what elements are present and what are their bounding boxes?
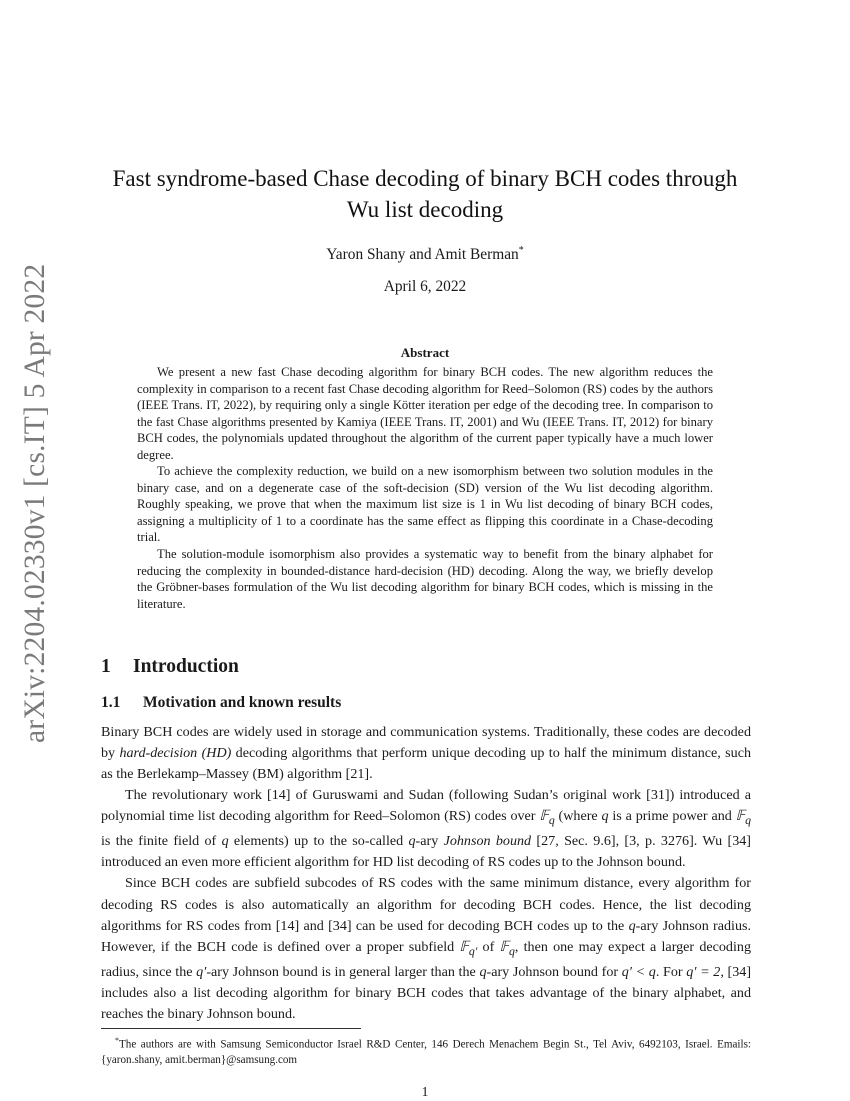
- arxiv-identifier-stamp: arXiv:2204.02330v1 [cs.IT] 5 Apr 2022: [19, 263, 51, 743]
- author-names: Yaron Shany and Amit Berman: [326, 246, 519, 264]
- abstract-paragraph: The solution-module isomorphism also provides a systematic way to benefit from the binary alphabet for reducing the complexity in bounded-distance hard-decision (HD) decoding. Along the way, we briefly develop the Gröbner-bases formulation of the Wu list decoding algorithm for binary BCH codes, which is missing in the literature.: [137, 547, 713, 611]
- section-number: 1: [101, 656, 111, 677]
- page-number: 1: [421, 1085, 429, 1100]
- subsection-title: Motivation and known results: [143, 694, 342, 711]
- section-title: Introduction: [133, 656, 239, 677]
- publication-date: April 6, 2022: [383, 278, 467, 295]
- section-heading-introduction: [101, 656, 239, 678]
- abstract-paragraph: To achieve the complexity reduction, we build on a new isomorphism between two solution modules in the binary case, and on a degenerate case of the soft-decision (SD) version of the Wu list decoding algorithm. Roughly speaking, we prove that when the maximum list size is 1 in Wu list decoding of binary BCH codes, assigning a multiplicity of 1 to a coordinate has the same effect as flipping this coordinate in a Chase-decoding trial.: [137, 464, 713, 545]
- body-text: [101, 722, 751, 1025]
- footnote: [101, 1033, 751, 1069]
- author-line: [100, 245, 750, 264]
- body-paragraph: Binary BCH codes are widely used in storage and communication systems. Traditionally, these codes are decoded by hard-decision (HD) decoding algorithms that perform unique decoding up to half the minimum distance, such as the Berlekamp–Massey (BM) algorithm [21].: [101, 724, 752, 783]
- abstract-paragraph: We present a new fast Chase decoding algorithm for binary BCH codes. The new algorithm reduces the complexity in comparison to a recent fast Chase decoding algorithm for Reed–Solomon (RS) codes by the authors (IEEE Trans. IT, 2022), by requiring only a single Kötter iteration per edge of the decoding tree. In comparison to the fast Chase algorithms presented by Kamiya (IEEE Trans. IT, 2001) and Wu (IEEE Trans. IT, 2012) for binary BCH codes, the polynomials updated throughout the algorithm of the current paper typically have a much lower degree.: [137, 365, 713, 462]
- footnote-mark: *: [115, 1036, 119, 1045]
- abstract-body: [137, 364, 713, 612]
- subsection-heading-motivation: [101, 694, 341, 712]
- footnote-text: The authors are with Samsung Semiconductor Israel R&D Center, 146 Derech Menachem Begin St., Tel Aviv, 6492103, Israel. Emails: {yaron.shany, amit.berman}@samsung.com: [101, 1038, 751, 1067]
- subsection-number: 1.1: [101, 694, 121, 711]
- abstract-heading: Abstract: [400, 345, 450, 360]
- body-paragraph: Since BCH codes are subfield subcodes of RS codes with the same minimum distance, every algorithm for decoding RS codes is also automatically an algorithm for decoding BCH codes. Hence, the list decoding algorithms for RS codes from [14] and [34] can be used for decoding BCH codes up to the q-ary Johnson radius. However, if the BCH code is defined over a proper subfield 𝔽$_{q'}$ of 𝔽$_q$, then one may expect a larger decoding radius, since the q′-ary Johnson bound is in general larger than the q-ary Johnson bound for q′ < q. For q′ = 2, [34] includes also a list decoding algorithm for binary BCH codes that takes advantage of the binary alphabet, and reaches the binary Johnson bound.: [101, 875, 752, 1022]
- paper-title: Fast syndrome-based Chase decoding of binary BCH codes through Wu list decoding: [112, 166, 738, 222]
- body-paragraph: The revolutionary work [14] of Guruswami and Sudan (following Sudan’s original work [31]) introduced a polynomial time list decoding algorithm for Reed–Solomon (RS) codes over 𝔽$_q$ (where q is a prime power and 𝔽$_q$ is the finite field of q elements) up to the so-called q-ary Johnson bound [27, Sec. 9.6], [3, p. 3276]. Wu [34] introduced an even more efficient algorithm for HD list decoding of RS codes up to the Johnson bound.: [101, 787, 751, 871]
- author-footnote-mark: *: [518, 245, 524, 256]
- footnote-divider: [101, 1028, 361, 1029]
